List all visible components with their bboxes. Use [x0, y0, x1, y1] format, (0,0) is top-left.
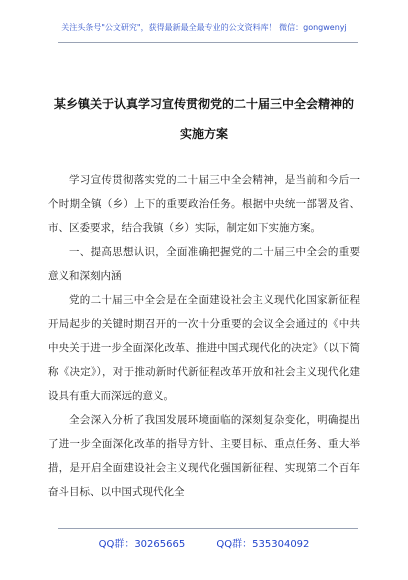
- paragraph-intro: 学习宣传贯彻落实党的二十届三中全会精神，是当前和今后一个时期全镇（乡）上下的重要政治任务。根据中央统一部署及省、市、区委要求，结合我镇（乡）实际，制定如下实施方案。: [48, 174, 360, 234]
- footer-qq-group-1: QQ群：30265665: [98, 539, 186, 550]
- paragraph-significance: 党的二十届三中全会是在全面建设社会主义现代化国家新征程开局起步的关键时期召开的一次十分重要的会议全会通过的《中共中央关于进一步全面深化改革、推进中国式现代化的决定》（以下简称《决定》），对于推动新时代新征程改革开放和社会主义现代化建设具有重大而深远的意义。: [48, 294, 360, 402]
- paragraph-analysis: 全会深入分析了我国发展环境面临的深刻复杂变化，明确提出了进一步全面深化改革的指导方针、主要目标、重点任务、重大举措，是开启全面建设社会主义现代化强国新征程、实现第二个百年奋斗目标、以中国式现代化全: [48, 414, 360, 498]
- footer-divider: [58, 528, 358, 529]
- document-title: 某乡镇关于认真学习宣传贯彻党的二十届三中全会精神的: [53, 97, 354, 111]
- footer: [0, 535, 408, 550]
- document-body: [48, 168, 360, 504]
- document-title-line2: 实施方案: [179, 127, 228, 141]
- footer-qq-group-2: QQ群：535304092: [216, 539, 310, 550]
- header-divider: [58, 42, 358, 43]
- section-heading-1: 一、提高思想认识，全面准确把握党的二十届三中全会的重要意义和深刻内涵: [48, 246, 360, 282]
- header-note: 关注头条号"公文研究"，获得最新最全最专业的公文资料库！ 微信：gongwenyj: [61, 23, 347, 32]
